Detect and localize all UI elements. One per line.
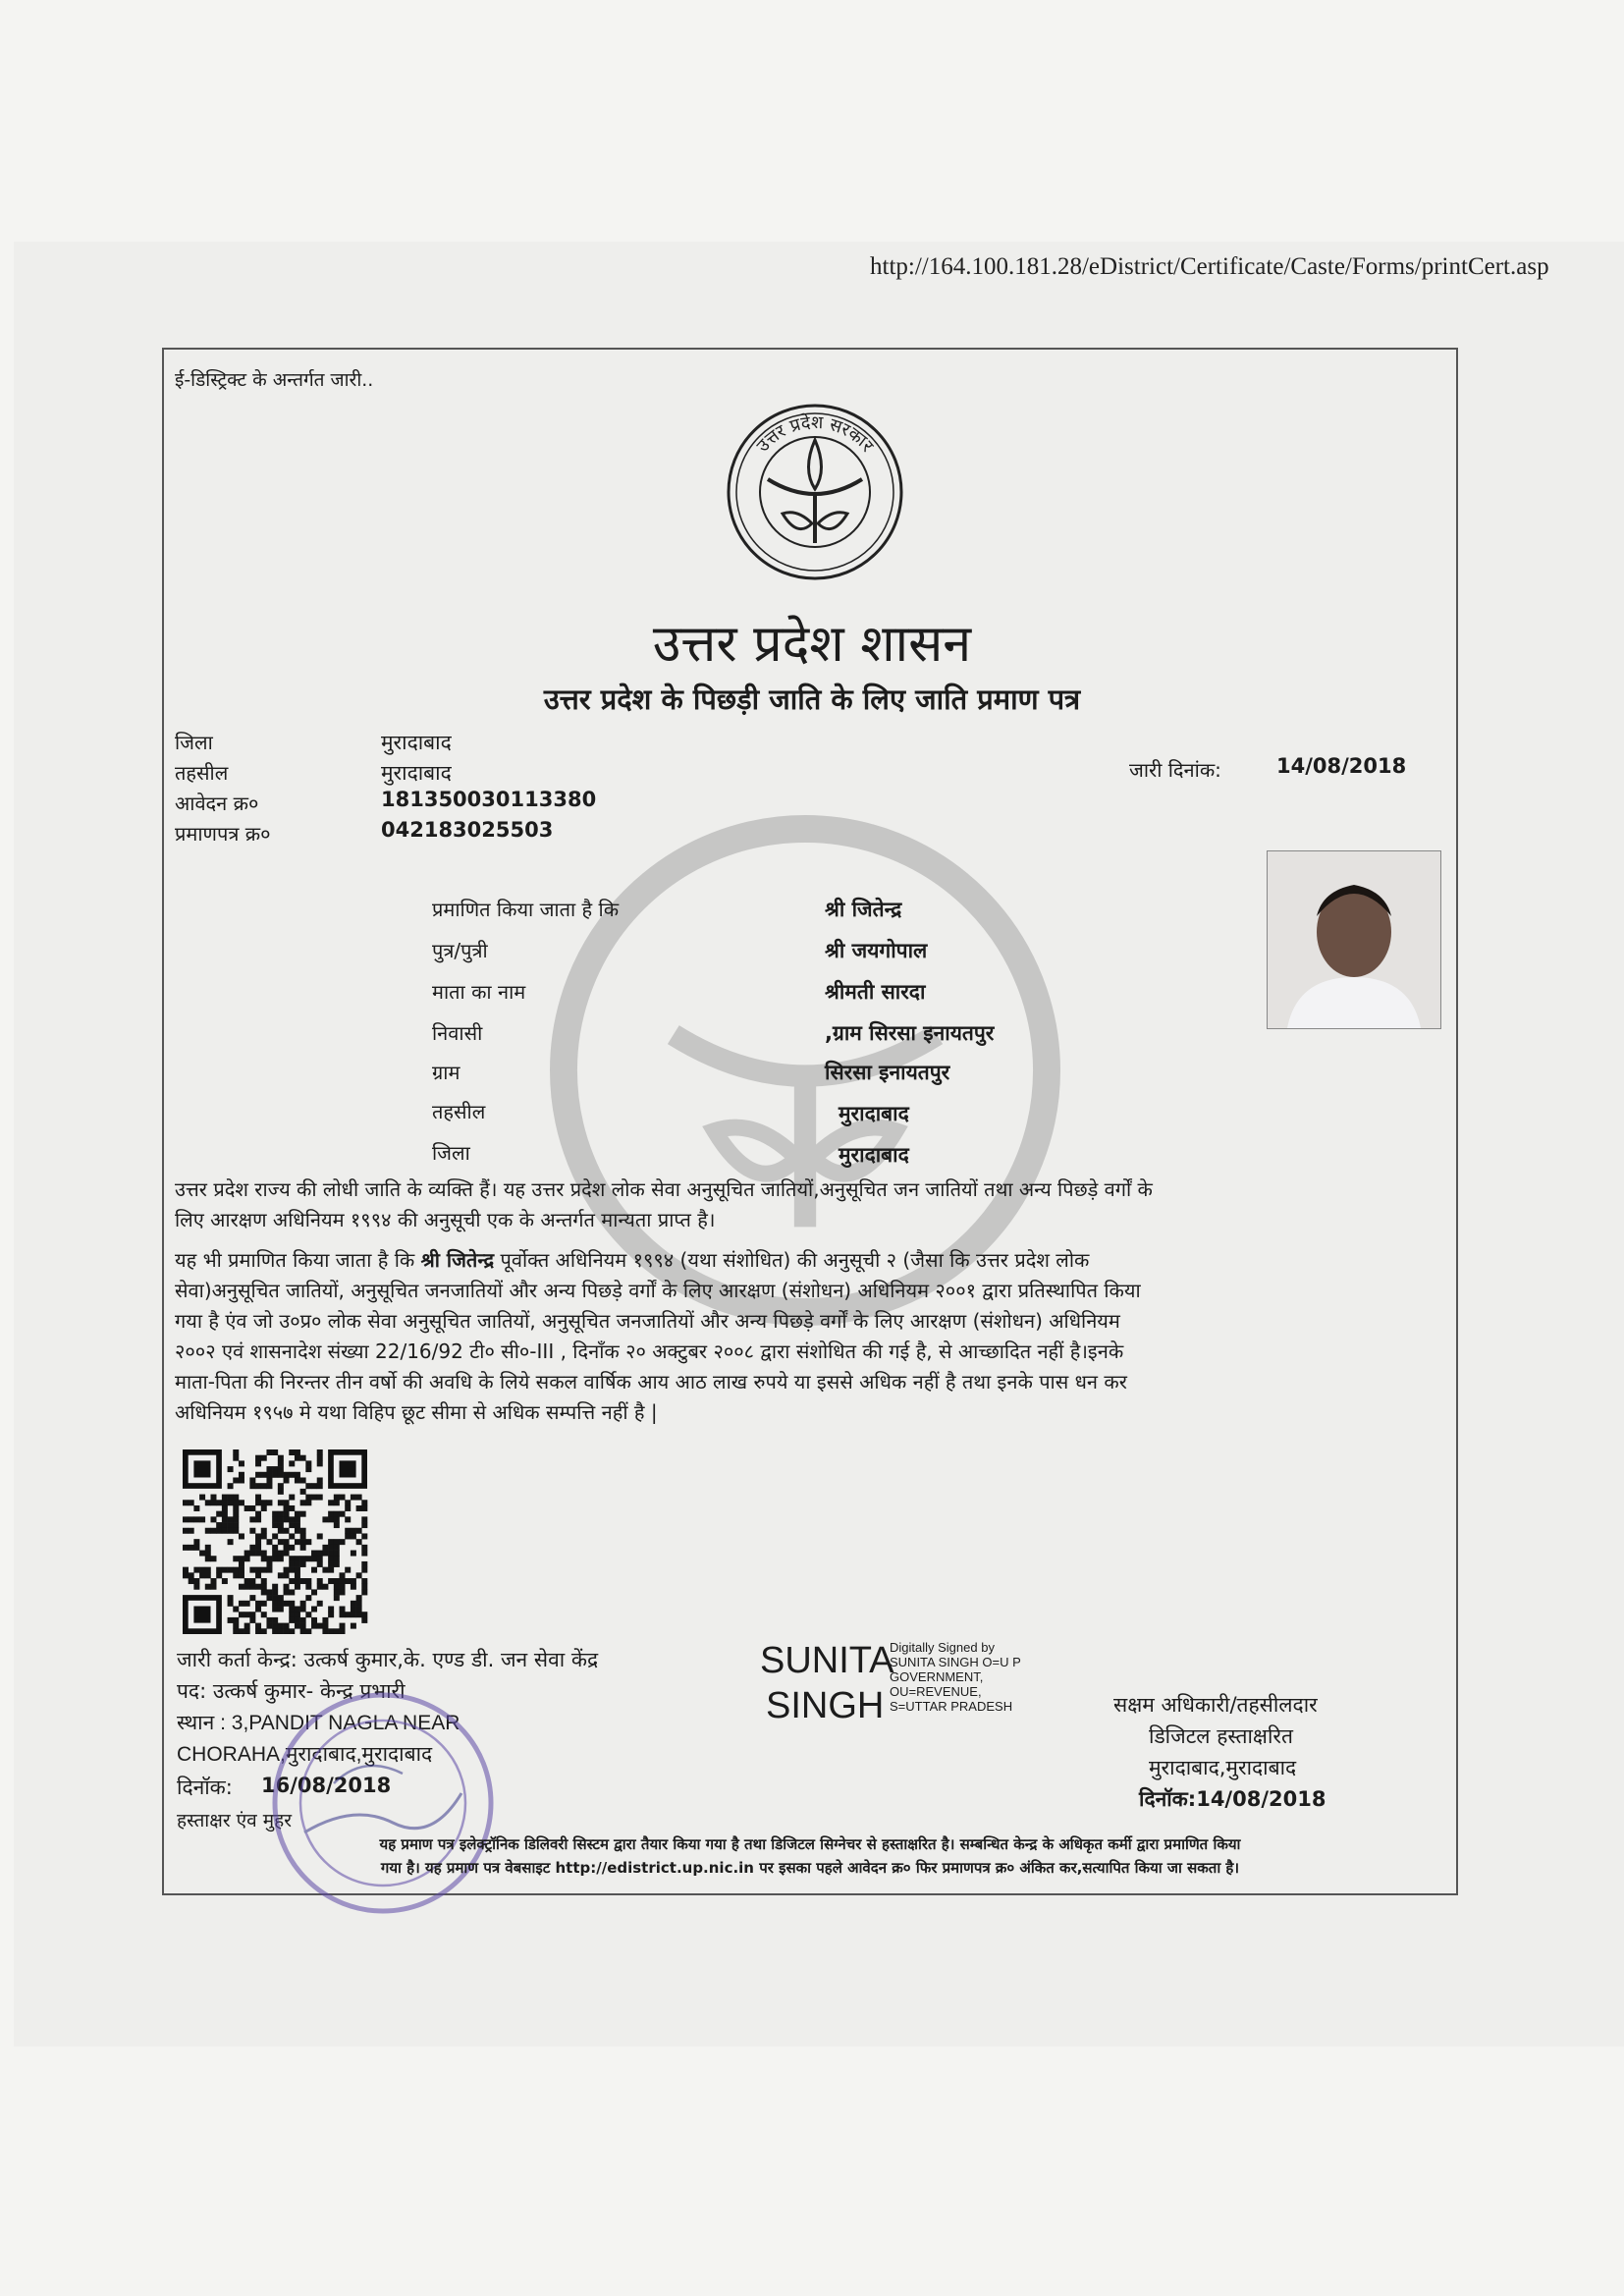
issuer-date-value: 16/08/2018 — [261, 1774, 392, 1797]
body-line: गया है एंव जो उ०प्र० लोक सेवा अनुसूचित जातियों, अनुसूचित जनजातियों और अन्य पिछड़े वर्गों के लिए आरक्षण (संशोधन) अधिनियम — [175, 1309, 1120, 1333]
certificate-title: उत्तर प्रदेश के पिछड़ी जाति के लिए जाति प्रमाण पत्र — [543, 683, 1081, 716]
digital-signer-last-name: SINGH — [766, 1685, 885, 1726]
application-number-label: आवेदन क्र० — [175, 792, 259, 815]
certification-paragraph — [175, 1245, 1441, 1428]
detail-district-value: मुरादाबाद — [839, 1143, 909, 1167]
district-label: जिला — [175, 731, 213, 754]
signature-and-seal-label: हस्ताक्षर एंव मुहर — [177, 1810, 292, 1831]
body-text: यह भी प्रमाणित किया जाता है कि — [175, 1248, 421, 1272]
body-text: पूर्वोक्त अधिनियम १९९४ (यथा संशोधित) की अनुसूची २ (जैसा कि उत्तर प्रदेश लोक — [494, 1248, 1090, 1272]
application-number-value: 181350030113380 — [381, 788, 597, 811]
tehsil-label: तहसील — [175, 761, 229, 785]
digital-signer-first-name: SUNITA — [760, 1640, 894, 1681]
detail-label: ग्राम — [432, 1061, 460, 1084]
qr-code-icon — [183, 1449, 371, 1634]
detail-label: तहसील — [432, 1100, 486, 1123]
father-name: श्री जयगोपाल — [825, 939, 928, 962]
body-line — [175, 1245, 1441, 1276]
issuer-date-label: दिनॉक: — [177, 1776, 233, 1799]
body-line: २००२ एवं शासनादेश संख्या 22/16/92 टी० सी०-III , दिनाँक २० अक्टुबर २००८ द्वारा संशोधित की गई है, से आच्छादित नहीं है।इनके — [175, 1339, 1124, 1363]
issuer-place-line2: CHORAHA,मुरादाबाद,मुरादाबाद — [177, 1743, 433, 1766]
footer-note-line1: यह प्रमाण पत्र इलेक्ट्रॉनिक डिलिवरी सिस्टम द्वारा तैयार किया गया है तथा डिजिटल सिग्नेचर से हस्ताक्षरित है। सम्बन्धित केन्द्र के अधिकृत कर्मी द्वारा प्रमाणित किया — [379, 1835, 1241, 1853]
detail-label: माता का नाम — [432, 980, 526, 1004]
signature-detail-line: SUNITA SINGH O=U P — [890, 1655, 1021, 1669]
body-line: उत्तर प्रदेश राज्य की लोधी जाति के व्यक्ति हैं। यह उत्तर प्रदेश लोक सेवा अनुसूचित जातियों,अनुसूचित जन जातियों तथा अन्य पिछड़े वर्गों के — [175, 1177, 1153, 1201]
signature-detail-line: OU=REVENUE, — [890, 1684, 982, 1699]
footer-note-line2: गया है। यह प्रमाण पत्र वेबसाइट http://edistrict.up.nic.in पर इसका पहले आवेदन क्र० फिर प्रमाणपत्र क्र० अंकित कर,सत्यापित किया जा सकता है। — [380, 1859, 1240, 1877]
detail-label: जिला — [432, 1141, 470, 1165]
issuer-place-line1: स्थान : 3,PANDIT NAGLA NEAR — [177, 1712, 460, 1734]
detail-label: निवासी — [432, 1021, 483, 1045]
issued-under-note: ई-डिस्ट्रिक्ट के अन्तर्गत जारी.. — [175, 369, 374, 391]
caste-paragraph — [175, 1175, 1441, 1235]
issuer-post: पद: उत्कर्ष कुमार- केन्द्र प्रभारी — [177, 1679, 406, 1703]
mother-name: श्रीमती सारदा — [825, 980, 926, 1004]
applicant-photo — [1267, 850, 1441, 1029]
certificate-number-label: प्रमाणपत्र क्र० — [175, 822, 271, 846]
district-value: मुरादाबाद — [381, 731, 452, 754]
up-government-emblem-icon — [724, 401, 906, 583]
body-line: लिए आरक्षण अधिनियम १९९४ की अनुसूची एक के अन्तर्गत मान्यता प्राप्त है। — [175, 1208, 716, 1231]
applicant-name: श्री जितेन्द्र — [825, 898, 902, 921]
detail-label: प्रमाणित किया जाता है कि — [432, 898, 620, 921]
body-line: माता-पिता की निरन्तर तीन वर्षो की अवधि के लिये सकल वार्षिक आय आठ लाख रुपये या इससे अधिक नहीं है तथा इनके पास धन कर — [175, 1370, 1127, 1394]
tehsil-value: मुरादाबाद — [381, 761, 452, 785]
authority-designation: सक्षम अधिकारी/तहसीलदार — [1113, 1693, 1318, 1717]
detail-label: पुत्र/पुत्री — [432, 939, 488, 962]
signature-detail-line: GOVERNMENT, — [890, 1669, 984, 1684]
detail-tehsil-value: मुरादाबाद — [839, 1102, 909, 1125]
body-line: अधिनियम १९५७ मे यथा विहिप छूट सीमा से अधिक सम्पत्ति नहीं है | — [175, 1400, 658, 1424]
authority-date: दिनॉक:14/08/2018 — [1139, 1787, 1326, 1811]
government-title: उत्तर प्रदेश शासन — [652, 615, 972, 674]
certificate-number-value: 042183025503 — [381, 818, 554, 842]
issuing-center: जारी कर्ता केन्द्र: उत्कर्ष कुमार,के. एण्ड डी. जन सेवा केंद्र — [177, 1648, 599, 1671]
village-value: सिरसा इनायतपुर — [825, 1061, 950, 1084]
emblem-text: उत्तर प्रदेश सरकार — [752, 411, 878, 457]
issue-date-value: 14/08/2018 — [1276, 754, 1407, 778]
authority-digital-signed: डिजिटल हस्ताक्षरित — [1149, 1724, 1293, 1748]
issuer-stamp-icon — [265, 1685, 501, 1921]
body-line: सेवा)अनुसूचित जातियों, अनुसूचित जनजातियों और अन्य पिछड़े वर्गों के लिए आरक्षण (संशोधन) अधिनियम २००१ द्वारा प्रतिस्थापित किया — [175, 1279, 1141, 1302]
print-url: http://164.100.181.28/eDistrict/Certificate/Caste/Forms/printCert.asp — [870, 253, 1549, 280]
issue-date-label: जारी दिनांक: — [1129, 758, 1221, 782]
digital-signature-details — [890, 1640, 1021, 1714]
signature-detail-line: S=UTTAR PRADESH — [890, 1699, 1013, 1714]
applicant-name-inline: श्री जितेन्द्र — [420, 1248, 495, 1272]
signature-detail-line: Digitally Signed by — [890, 1640, 995, 1655]
residence-value: ,ग्राम सिरसा इनायतपुर — [825, 1021, 995, 1045]
authority-location: मुरादाबाद,मुरादाबाद — [1149, 1756, 1297, 1779]
